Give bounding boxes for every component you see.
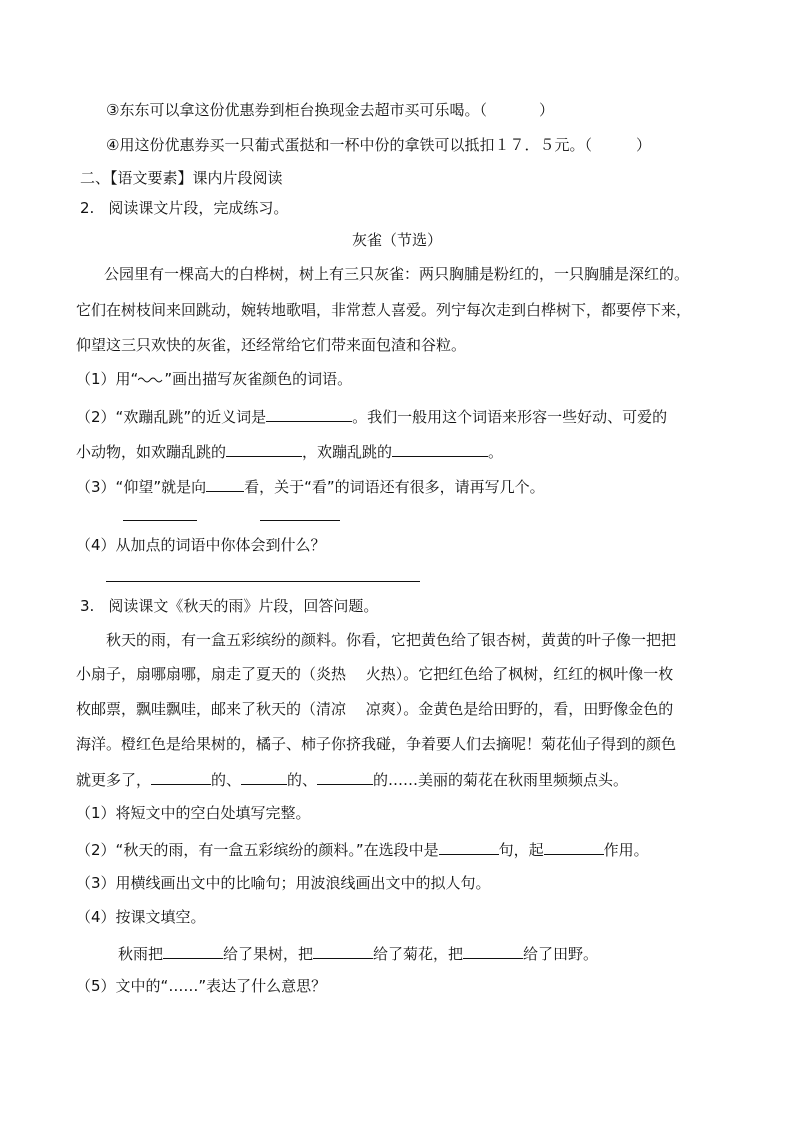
q3-fill-line <box>118 942 598 964</box>
q3-para-4: 海洋。橙红色是给果树的，橘子、柿子你挤我碰，争着要人们去摘呢！菊花仙子得到的颜色 <box>76 735 677 753</box>
answer-blank[interactable] <box>317 768 373 785</box>
q3-fill-part-c: 给了菊花，把 <box>373 945 464 963</box>
q3-para-5-part-a: 就更多了， <box>76 771 152 789</box>
section-heading: 二、【语文要素】课内片段阅读 <box>80 169 283 187</box>
q2-sub-2-part-c: 小动物，如欢蹦乱跳的 <box>76 443 227 461</box>
q3-para-5 <box>76 768 628 790</box>
answer-blank[interactable] <box>439 838 499 855</box>
q2-sub-3-part-b: 看，关于“看”的词语还有很多，请再写几个。 <box>244 478 545 496</box>
wavy-line-icon <box>138 375 164 385</box>
q3-sub-2-part-a: （2）“秋天的雨，有一盒五彩缤纷的颜料。”在选段中是 <box>76 841 439 859</box>
q3-sub-2 <box>76 838 649 860</box>
q3-para-5-part-b: 的、 <box>211 771 242 789</box>
q2-sub-1 <box>76 369 352 389</box>
q3-instruction: 阅读课文《秋天的雨》片段，回答问题。 <box>108 597 379 615</box>
q3-sub-2-part-b: 句，起 <box>498 841 544 859</box>
q2-header <box>80 198 288 218</box>
q3-para-1: 秋天的雨，有一盒五彩缤纷的颜料。你看，它把黄色给了银杏树，黄黄的叶子像一把把 <box>106 631 677 649</box>
q3-header <box>80 596 378 616</box>
q2-para-3: 仰望这三只欢快的灰雀，还经常给它们带来面包渣和谷粒。 <box>76 336 467 354</box>
q3-fill-part-b: 给了果树，把 <box>223 945 314 963</box>
q3-para-5-part-c: 的、 <box>287 771 318 789</box>
q3-sub-3: （3）用横线画出文中的比喻句；用波浪线画出文中的拟人句。 <box>76 874 491 892</box>
answer-blank[interactable] <box>151 768 211 785</box>
answer-blank[interactable] <box>544 838 604 855</box>
answer-line[interactable] <box>260 520 340 521</box>
q1-item-3 <box>106 100 554 120</box>
q2-sub-2-cont <box>76 440 503 462</box>
q2-number: 2. <box>80 199 95 217</box>
q2-sub-2-part-a: （2）“欢蹦乱跳”的近义词是 <box>76 408 267 426</box>
q2-sub-2-part-e: 。 <box>488 443 504 461</box>
q2-sub-1-prefix: （1）用“ <box>76 370 139 388</box>
answer-line[interactable] <box>106 581 420 582</box>
q2-para-2: 它们在树枝间来回跳动，婉转地歌唱，非常惹人喜爱。列宁每次走到白桦树下，都要停下来， <box>76 301 692 319</box>
q1-item-4-text: ④用这份优惠券买一只葡式蛋挞和一杯中份的拿铁可以抵扣１７．５元。（ <box>106 136 592 154</box>
q2-sub-2-part-b: 。我们一般用这个词语来形容一些好动、可爱的 <box>352 408 668 426</box>
q3-fill-part-a: 秋雨把 <box>118 945 164 963</box>
answer-line[interactable] <box>123 520 197 521</box>
q1-item-3-text: ③东东可以拿这份优惠券到柜台换现金去超市买可乐喝。（ <box>106 101 487 119</box>
q3-fill-part-d: 给了田野。 <box>523 945 599 963</box>
answer-blank[interactable] <box>206 475 244 492</box>
answer-blank[interactable] <box>241 768 287 785</box>
q3-para-2: 小扇子，扇哪扇哪，扇走了夏天的（炎热 火热）。它把红色给了枫树，红红的枫叶像一枚 <box>76 665 674 683</box>
passage-title: 灰雀（节选） <box>351 231 442 249</box>
q2-para-1: 公园里有一棵高大的白桦树，树上有三只灰雀：两只胸脯是粉红的，一只胸脯是深红的。 <box>104 265 690 283</box>
answer-blank[interactable] <box>392 440 488 457</box>
q3-sub-2-part-c: 作用。 <box>603 841 649 859</box>
q2-instruction: 阅读课文片段，完成练习。 <box>108 199 289 217</box>
answer-blank[interactable] <box>313 942 373 959</box>
q3-para-3: 枚邮票，飘哇飘哇，邮来了秋天的（清凉 凉爽）。金黄色是给田野的，看，田野像金色的 <box>76 700 674 718</box>
q1-item-4 <box>106 135 651 155</box>
q3-sub-1: （1）将短文中的空白处填写完整。 <box>76 804 311 822</box>
q2-sub-3 <box>76 475 545 497</box>
q3-sub-5: （5）文中的“……”表达了什么意思？ <box>76 977 327 995</box>
q2-sub-2 <box>76 405 667 427</box>
answer-blank[interactable] <box>266 405 352 422</box>
q2-sub-1-suffix: ”画出描写灰雀颜色的词语。 <box>164 370 353 388</box>
answer-blank[interactable] <box>226 440 302 457</box>
q3-number: 3. <box>80 597 95 615</box>
q2-sub-2-part-d: ，欢蹦乱跳的 <box>302 443 393 461</box>
q3-sub-4: （4）按课文填空。 <box>76 908 206 926</box>
answer-blank[interactable] <box>163 942 223 959</box>
q3-para-5-part-d: 的……美丽的菊花在秋雨里频频点头。 <box>373 771 629 789</box>
q1-item-4-close: ） <box>635 136 651 154</box>
q2-sub-4: （4）从加点的词语中你体会到什么？ <box>76 536 326 554</box>
q1-item-3-close: ） <box>538 101 554 119</box>
q2-sub-3-part-a: （3）“仰望”就是向 <box>76 478 207 496</box>
answer-blank[interactable] <box>463 942 523 959</box>
